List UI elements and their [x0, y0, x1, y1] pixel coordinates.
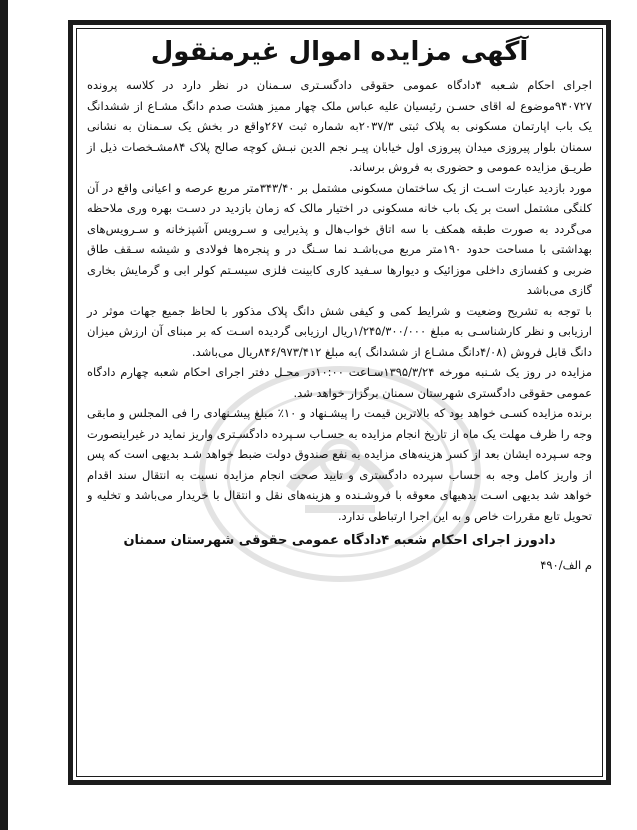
- notice-paragraph-property: مورد بازدید عبارت اسـت از یک ساختمان مسکونی مشتمل بر ۳۴۳/۴۰متر مربع عرصه و اعیانی واقع در آن کلنگی مشتمل است بر یک باب خانه مسکونی در اختیار مالک که زمان بازدید در دسـت بهره وری ملاحظه می‌گردد به صورت طبقه همکف با سه اتاق خواب‌هال و پذیرایی و سـرویس آشپزخانه و سـرویس‌های بهداشتی با مساحت حدود ۱۹۰متر مربع می‌باشـد نما سـنگ در و پنجره‌ها فولادی و شیشه سـقف طاق ضربی و کفسازی داخلی موزائیک و دیوارها سـفید کاری کابینت فلزی سیسـتم کولر ابی و گرمایش بخاری گازی می‌باشد: [87, 180, 592, 297]
- notice-title: آگهی مزایده اموال غیرمنقول: [150, 37, 529, 67]
- notice-inner-frame: [76, 28, 603, 777]
- notice-frame: [68, 20, 611, 785]
- notice-paragraph-valuation: با توجه به تشریح وضعیت و شرایط کمی و کیفی شش دانگ پلاک مذکور با لحاظ جمیع جهات موثر در ارزیابی و نظر کارشناسـی به مبلغ ۱/۲۴۵/۳۰۰/۰۰۰ریال ارزیابی گردیده اسـت که بر مبنای آن ارزش میزان دانگ قابل فروش (۴/۰۸دانگ مشـاع از ششدانگ )به مبلغ ۸۴۶/۹۷۳/۴۱۲ریال می‌باشد.: [87, 303, 592, 359]
- notice-paragraph-auction-date: مزایده در روز یک شـنبه مورخه ۱۳۹۵/۳/۲۴سـاعت ۱۰:۰۰در محـل دفتر اجرای احکام شعبه چهارم دادگاه عمومی حقوقی دادگستری شهرستان سمنان برگزار خواهد شد.: [87, 365, 592, 400]
- scan-edge: [0, 0, 8, 830]
- notice-paragraph-intro: اجرای احکام شـعبه ۴دادگاه عمومی حقوقی دادگسـتری سـمنان در نظر دارد در کلاسه پرونده ۹۴۰۷۲۷موضوع له اقای حسـن رئیسیان علیه عباس ملک چهار ممیز هشت صدم دانگ مشـاع از ششدانگ یک باب اپارتمان مسکونی به پلاک ثبتی ۲۰۳۷/۳به شماره ثبت ۲۶۷واقع در بخش یک سـمنان به نشانی سمنان بلوار پیروزی میدان پیروزی اول خیابان پیـر نجم الدین نبـش کوچه صالح پلاک ۸۴مشـخصات ذیل از طریـق مزایده عمومی و حضوری به فروش برساند.: [87, 78, 592, 174]
- notice-reference-code: م الف/۴۹۰: [540, 558, 592, 572]
- notice-paragraph-terms: برنده مزایده کسـی خواهد بود که بالاترین قیمت را پیشـنهاد و ۱۰٪ مبلغ پیشـنهادی را فی المجلس و مابقی وجه را ظرف مهلت یک ماه از تاریخ انجام مزایده به حسـاب سـپرده دادگسـتری واریز نماید در غیراینصورت وجه سـپرده ایشان بعد از کسر هزینه‌های مزایده به نفع صندوق دولت ضبط خواهد شـد بدیهی است که پس از واریز کامل وجه به حساب سپرده دادگستری و تایید صحت انجام مزایده نسبت به انتقال سند اقدام خواهد شد بدیهی اسـت بدهیهای معوقه با فروشـنده و هزینه‌های نقل و انتقال با خریدار می‌باشد و تخلیه و تحویل تابع مقررات خاص و به این اجرا ارتباطی ندارد.: [87, 406, 592, 523]
- notice-signature: دادورز اجرای احکام شعبه ۴دادگاه عمومی حقوقی شهرستان سمنان: [123, 533, 556, 548]
